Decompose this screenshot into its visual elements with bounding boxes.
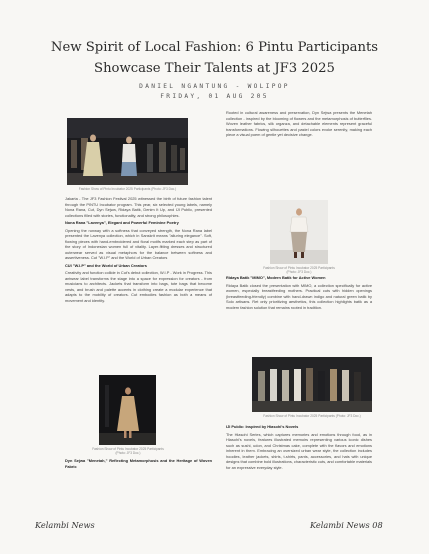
dyn-sejwa-paragraph: Rooted in cultural awareness and preservation, Dyn Sejwa presents the Menetah collection - inspired by the blooming of flowers and the metamorphosis of butterflies. Woven leather fabrics, silk organza, and detachable elements represent graceful transformations. Flowing silhouettes and pastel colors evoke serenity, making each piece a visual poem of gentle yet decisive change.: [226, 110, 372, 137]
footer-publication-left: Kelambi News: [35, 520, 95, 530]
right-column-text-mid: [226, 275, 372, 312]
photo-2-caption: Fashion Show of Pintu Incubator 2025 Participants (Photo: JF3 Doc.): [92, 447, 164, 455]
runway-photo-3: [270, 200, 328, 264]
wip-paragraph: Creativity and function collide in Cut's debut collection, W.I.P - Work in Progress. This antwear label transforms the stage into a space for expression for creators - from musicians to architects. Jackets that transform into bags, tote bags that become vests, and brush and palette accents in clothing create a modular experience that adapts to the mobility of creators. Cut embodies fashion as both a means of movement and identity.: [65, 270, 212, 303]
publish-date: FRIDAY, 01 AUG 205: [160, 93, 269, 100]
byline: [0, 82, 429, 102]
title-line-1: New Spirit of Local Fashion: 6 Pintu Participants: [50, 40, 379, 55]
ridaya-paragraph: Ridaya Batik closed the presentation with MIMO, a collection specifically for active women, especially breastfeeding mothers. Practical cuts with hidden openings (breastfeeding-friendly) combine with hand-drawn indigo and natural green batik by Solo artisans. Ret only prioritizing aesthetics, this collection highlights batik as a modern fashion solution that remains rooted in tradition.: [226, 282, 372, 310]
runway-photo-2: [99, 375, 156, 445]
section-heading-ridaya: Ridaya Batik "MIMO", Modern Batik for Active Women: [226, 275, 326, 280]
section-heading-wip: CUI "W.I.P" and the World of Urban Creators: [65, 262, 147, 268]
left-column-text: [65, 196, 212, 305]
article-title: [20, 37, 409, 79]
photo-3-caption: Fashion Show of Pintu Incubator 2025 Participants (Photo: JF3 Doc.): [263, 266, 335, 274]
photo-1-caption: Fashion Show of Pintu Incubator 2025 Participants (Photo: JF3 Doc.): [78, 187, 177, 191]
nona-rana-paragraph: Opening the runway with a softness that conveyed strength, the Nona Rana label presented the Lavenya collection, which in Sanskrit means "alluring elegance". Soft, flowing pieces with hand-embroidered and floral motifs marked each step as part of the story of Indonesian women full of vitality. Layer-fitting dresses and structured outerwear served as visual metaphors for the balance between softness and assertiveness. Cut "W.I.P" and the World of Urban Creators: [65, 227, 212, 260]
footer-page-number: Kelambi News 08: [310, 520, 383, 530]
intro-paragraph: Jakarta - The JF3 Fashion Festival 2025 witnessed the birth of future fashion talent through the PINTU Incubator program. This year, six selected young labels, namely Nona Rana, Cut, Dyn Sejwa, Ridaya Batik, Denim It Up, and IJI Public, presented collections filled with stories, functionality, and strong philosophies.: [65, 196, 212, 218]
section-heading-dyn-sejwa: Dyn Sejwa "Menetah," Reflecting Metamorphosis and the Heritage of Woven Fabric: [65, 458, 212, 469]
iji-public-paragraph: The Hiasohi Series, which captures memories and emotions through food, as in Hiasohi's novels, features illustrated memoirs representing various iconic dishes such as sushi, udon, and Christmas cake, complete with the flavors and emotions inherent in them. Embracing an oversized urban wear style, the collection includes hoodies, leather jackets, shirts, t-shirts, pants, accessories, and hats with unique designs that combine bold illustrations, characteristic cuts, and comfortable materials for an expressive everyday style.: [226, 431, 372, 470]
right-column-text-bottom: [226, 424, 372, 472]
author: DANIEL NGANTUNG - WOLIPOP: [139, 83, 290, 90]
runway-photo-1: [67, 118, 188, 185]
photo-4-caption: Fashion Show of Pintu Incubator 2025 Participants (Photo: JF3 Doc.): [263, 414, 361, 418]
section-heading-iji-public: IJI Public: Inspired by Hiasohi's Novels: [226, 424, 299, 429]
section-heading-nona-rana: Nona Rana "Lavenya", Elegant and Powerful Feminine Poetry: [65, 220, 179, 225]
title-line-2: Showcase Their Talents at JF3 2025: [94, 61, 335, 76]
runway-photo-4: [252, 357, 372, 412]
left-column-bottom: [65, 458, 212, 471]
right-column-text-top: [226, 110, 372, 140]
